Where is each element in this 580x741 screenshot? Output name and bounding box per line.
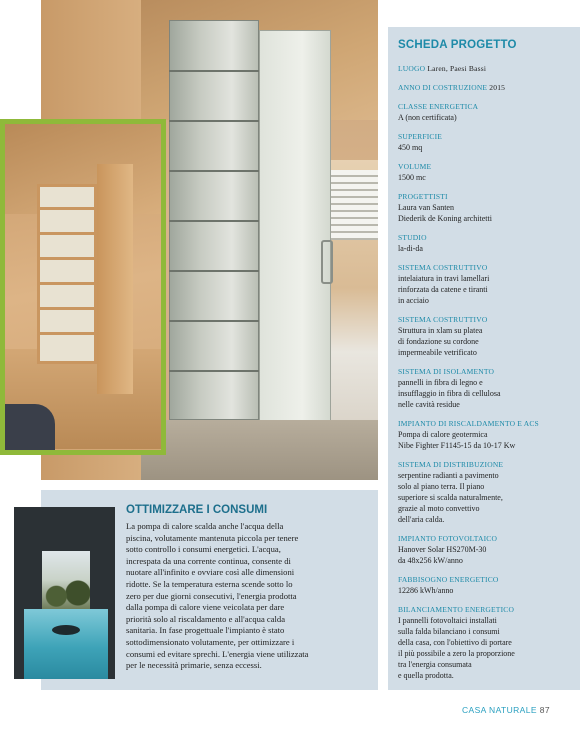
scheda-field (398, 418, 572, 451)
scheda-field-value-line: il più possibile a zero la proporzione (398, 649, 515, 658)
ottimizzare-line: La pompa di calore scalda anche l'acqua della (126, 521, 284, 531)
ottimizzare-line: sotto controllo i consumi energetici. L'acqua, (126, 544, 281, 555)
scheda-field-value (398, 202, 572, 224)
scheda-field-label (398, 232, 572, 243)
pool-trees (42, 577, 90, 609)
photo-door-handle (321, 240, 333, 284)
scheda-field-label-text: ANNO DI COSTRUZIONE (398, 83, 488, 92)
pool-swimmer (52, 625, 80, 635)
scheda-field-label-text: VOLUME (398, 162, 432, 171)
scheda-field-value-line: I pannelli fotovoltaici installati (398, 616, 497, 625)
scheda-field-inline-value: 2015 (489, 83, 506, 92)
scheda-field-label (398, 161, 572, 172)
inset-bookshelf (37, 184, 97, 364)
scheda-field-value-line: insufflaggio in fibra di cellulosa (398, 389, 501, 398)
scheda-field-value-line: 12286 kWh/anno (398, 586, 454, 595)
magazine-name: CASA NATURALE (462, 705, 537, 715)
scheda-field-value-line: da 48x256 kW/anno (398, 556, 463, 565)
scheda-field (398, 101, 572, 123)
photo-window (331, 170, 378, 240)
scheda-field (398, 232, 572, 254)
scheda-field-label-text: SISTEMA COSTRUTTIVO (398, 315, 488, 324)
pool-photo (14, 507, 115, 679)
scheda-field (398, 604, 572, 681)
scheda-field-value-line: la-di-da (398, 244, 423, 253)
scheda-field-label (398, 418, 572, 429)
scheda-field-value-line: impermeabile vetrificato (398, 348, 477, 357)
scheda-field-value-line: Struttura in xlam su platea (398, 326, 483, 335)
scheda-field-value-line: Diederik de Koning architetti (398, 214, 492, 223)
ottimizzare-body (126, 521, 371, 672)
scheda-field-label (398, 314, 572, 325)
ottimizzare-line: increspata da una corrente continua, consente di (126, 555, 291, 566)
scheda-field-label (398, 459, 572, 470)
inset-photo-shelving (0, 119, 166, 455)
scheda-field (398, 262, 572, 306)
inset-rug (5, 404, 55, 450)
inset-wooden-wall (97, 164, 133, 394)
scheda-field-value-line: solo al piano terra. Il piano (398, 482, 485, 491)
scheda-field-label (398, 574, 572, 585)
scheda-field-value (398, 377, 572, 410)
scheda-field-inline-value: Laren, Paesi Bassi (427, 64, 487, 73)
ottimizzare-line: zero per due giorni consecutivi, l'energia prodotta (126, 590, 297, 601)
scheda-fields (398, 63, 572, 681)
scheda-field-label (398, 63, 572, 74)
scheda-field (398, 191, 572, 224)
scheda-field-value (398, 544, 572, 566)
ottimizzare-line: consumi ed evitare sprechi. L'energia viene utilizzata (126, 648, 309, 659)
scheda-field-value-line: Pompa di calore geotermica (398, 430, 488, 439)
scheda-field-value-line: e quella prodotta. (398, 671, 454, 680)
ottimizzare-line: priorità solo al riscaldamento e all'acqua calda (126, 613, 286, 624)
scheda-field-value-line: A (non certificata) (398, 113, 457, 122)
scheda-field-value-line: rinforzata da catene e tiranti (398, 285, 488, 294)
scheda-field-value (398, 112, 572, 123)
ottimizzare-line: nuotare all'infinito e ovviare così alle dimensioni (126, 567, 295, 578)
scheda-field-value-line: 450 mq (398, 143, 423, 152)
scheda-field (398, 533, 572, 566)
scheda-progetto-panel (388, 27, 580, 690)
page-number: 87 (539, 705, 550, 715)
scheda-field-label-text: STUDIO (398, 233, 427, 242)
scheda-field-value (398, 325, 572, 358)
scheda-field-label (398, 101, 572, 112)
scheda-field-label-text: IMPIANTO FOTOVOLTAICO (398, 534, 498, 543)
scheda-field-label (398, 604, 572, 615)
photo-floor (141, 420, 378, 480)
scheda-field-label (398, 262, 572, 273)
scheda-field-label (398, 191, 572, 202)
scheda-field-label-text: IMPIANTO DI RISCALDAMENTO E ACS (398, 419, 539, 428)
ottimizzare-line: piscina, volutamente mantenuta piccola per tenere (126, 532, 299, 543)
scheda-field-value-line: della casa, con l'obiettivo di portare (398, 638, 512, 647)
scheda-field-label (398, 366, 572, 377)
scheda-field-label (398, 533, 572, 544)
scheda-field-label-text: SUPERFICIE (398, 132, 443, 141)
scheda-field-value-line: nelle cavità residue (398, 400, 460, 409)
scheda-field-label-text: SISTEMA DI ISOLAMENTO (398, 367, 495, 376)
scheda-field (398, 314, 572, 358)
scheda-field-value-line: sulla falda bilanciano i consumi (398, 627, 500, 636)
scheda-field-value-line: intelaiatura in travi lamellari (398, 274, 490, 283)
scheda-field-value-line: dell'aria calda. (398, 515, 445, 524)
scheda-field-value (398, 273, 572, 306)
scheda-field-label (398, 131, 572, 142)
scheda-field (398, 63, 572, 74)
scheda-field-value (398, 172, 572, 183)
ottimizzare-line: sanitaria. In fase progettuale l'impianto è stato (126, 625, 285, 636)
ottimizzare-line: ridotte. Se la temperatura esterna scende sotto lo (126, 578, 293, 589)
scheda-field-value (398, 243, 572, 254)
scheda-field-label-text: PROGETTISTI (398, 192, 448, 201)
ottimizzare-line: per le necessità primarie, senza eccessi. (126, 660, 262, 671)
scheda-field-label-text: SISTEMA COSTRUTTIVO (398, 263, 488, 272)
scheda-field-value-line: serpentine radianti a pavimento (398, 471, 499, 480)
scheda-field-value (398, 429, 572, 451)
scheda-field-label-text: FABBISOGNO ENERGETICO (398, 575, 499, 584)
scheda-title: SCHEDA PROGETTO (398, 39, 517, 51)
scheda-field-label (398, 82, 572, 93)
scheda-field-value (398, 142, 572, 153)
page-footer (462, 705, 550, 715)
scheda-field-label-text: CLASSE ENERGETICA (398, 102, 479, 111)
scheda-field-label-text: BILANCIAMENTO ENERGETICO (398, 605, 515, 614)
scheda-field (398, 574, 572, 596)
photo-glass-door (259, 30, 331, 430)
scheda-field-label-text: LUOGO (398, 64, 426, 73)
scheda-field (398, 161, 572, 183)
scheda-field-label-text: SISTEMA DI DISTRIBUZIONE (398, 460, 504, 469)
scheda-field-value-line: 1500 mc (398, 173, 426, 182)
scheda-field (398, 82, 572, 93)
scheda-field-value-line: grazie al moto convettivo (398, 504, 480, 513)
scheda-field-value (398, 615, 572, 681)
scheda-field-value (398, 470, 572, 525)
scheda-field-value-line: pannelli in fibra di legno e (398, 378, 483, 387)
scheda-field (398, 366, 572, 410)
scheda-field (398, 459, 572, 525)
scheda-field (398, 131, 572, 153)
scheda-field-value-line: Hanover Solar HS270M-30 (398, 545, 487, 554)
pool-water (24, 609, 108, 679)
scheda-field-value-line: Laura van Santen (398, 203, 454, 212)
ottimizzare-line: dalla pompa di calore viene veicolata per dare (126, 602, 285, 613)
scheda-field-value-line: superiore si scalda naturalmente, (398, 493, 503, 502)
scheda-field-value-line: in acciaio (398, 296, 429, 305)
ottimizzare-line: sottodimensionato volutamente, per ottimizzare i (126, 636, 295, 647)
scheda-field-value-line: tra l'energia consumata (398, 660, 472, 669)
ottimizzare-title: OTTIMIZZARE I CONSUMI (126, 504, 268, 516)
photo-frosted-glass-panel (169, 20, 259, 420)
scheda-field-value-line: di fondazione su cordone (398, 337, 479, 346)
scheda-field-value-line: Nibe Fighter F1145-15 da 10-17 Kw (398, 441, 516, 450)
scheda-field-value (398, 585, 572, 596)
